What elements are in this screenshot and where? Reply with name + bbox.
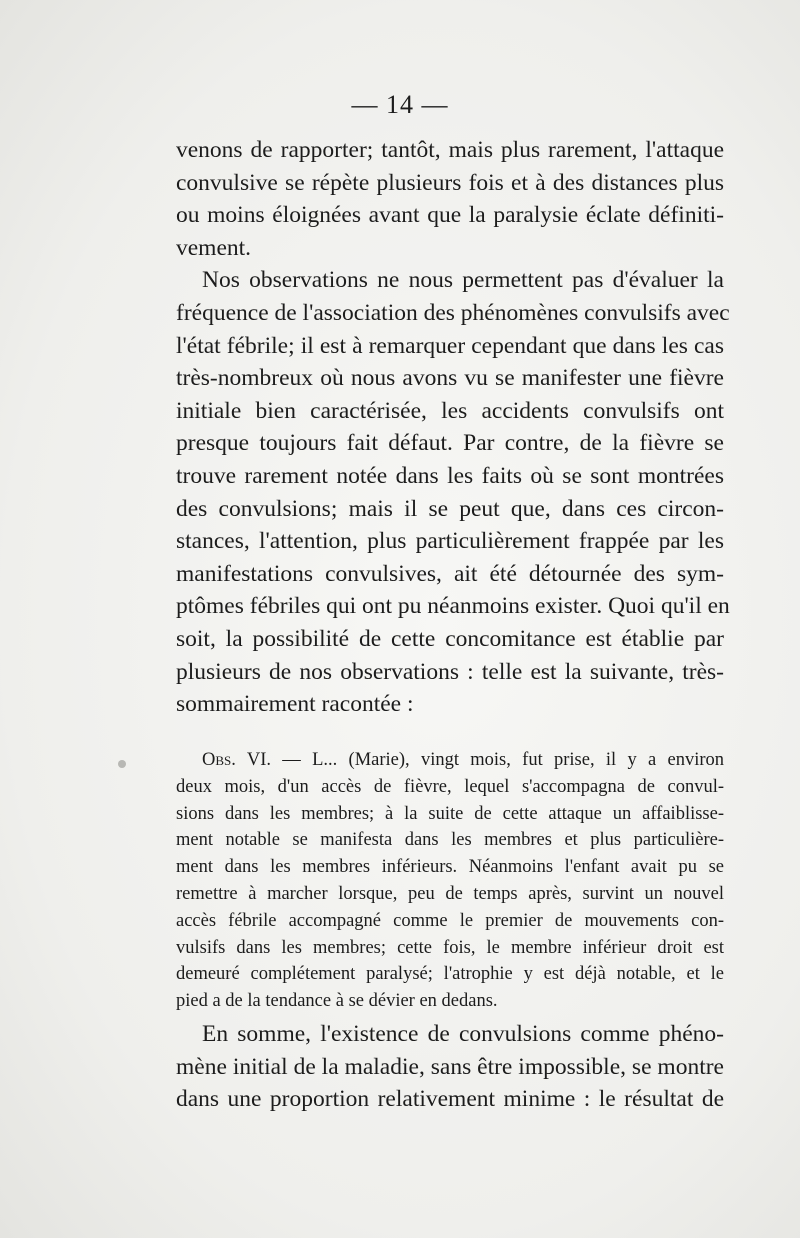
ink-spot (118, 760, 126, 768)
observation-label: Obs. VI. (202, 750, 271, 770)
text-line: ment dans les membres inférieurs. Néanmoins l'enfant avait pu se (176, 857, 724, 878)
text-line: venons de rapporter; tantôt, mais plus rarement, l'attaque (176, 137, 724, 163)
paragraph-observations (176, 264, 730, 720)
text-line: stances, l'attention, plus particulièrement frappée par les (176, 528, 724, 555)
text-line: demeuré complétement paralysé; l'atrophie y est déjà notable, et le (176, 964, 724, 985)
main-text (176, 134, 730, 721)
text-line: ptômes fébriles qui ont pu néanmoins exister. Quoi qu'il en (176, 593, 730, 620)
text-line (176, 747, 724, 774)
text-line: ou moins éloignées avant que la paralysie éclate définiti- (176, 202, 724, 229)
text-line: mène initial de la maladie, sans être impossible, se montre (176, 1053, 724, 1080)
text-line: des convulsions; mais il se peut que, dans ces circon- (176, 495, 724, 522)
text-line: Nos observations ne nous permettent pas d'évaluer la (202, 267, 724, 294)
text-line: deux mois, d'un accès de fièvre, lequel s'accompagna de convul- (176, 776, 724, 797)
text-line: soit, la possibilité de cette concomitance est établie par (176, 625, 724, 652)
text-line: plusieurs de nos observations : telle est la suivante, très- (176, 658, 724, 685)
text-line: vulsifs dans les membres; cette fois, le membre inférieur droit est (176, 937, 724, 958)
text-line: remettre à marcher lorsque, peu de temps après, survint un nouvel (176, 883, 724, 904)
text-line: initiale bien caractérisée, les accidents convulsifs ont (176, 397, 724, 424)
text-line: ment notable se manifesta dans les membres et plus particulière- (176, 830, 724, 851)
text-line: trouve rarement notée dans les faits où se sont montrées (176, 462, 724, 489)
text-line: fréquence de l'association des phénomènes convulsifs avec (176, 299, 730, 326)
text-line: presque toujours fait défaut. Par contre, de la fièvre se (176, 430, 724, 457)
text-line: En somme, l'existence de convulsions comme phéno- (202, 1021, 724, 1047)
text-line: dans une proportion relativement minime : le résultat de (176, 1086, 724, 1113)
text-line: accès fébrile accompagné comme le premier de mouvements con- (176, 910, 724, 931)
text-line: convulsive se répète plusieurs fois et à des distances plus (176, 169, 724, 196)
observation-text: — L... (Marie), vingt mois, fut prise, il y a environ (282, 750, 725, 770)
page-number: — 14 — (351, 90, 449, 119)
text-line: sommairement racontée : (176, 691, 414, 718)
text-line: vement. (176, 234, 252, 261)
text-line: pied a de la tendance à se dévier en dedans. (176, 991, 498, 1012)
paragraph-summary (176, 1018, 724, 1116)
text-line: manifestations convulsives, ait été détournée des sym- (176, 560, 724, 587)
observation-block (176, 747, 724, 1015)
text-line: l'état fébrile; il est à remarquer cependant que dans les cas (176, 332, 724, 359)
paragraph-continuation (176, 134, 724, 264)
text-line: sions dans les membres; à la suite de cette attaque un affaiblisse- (176, 803, 724, 824)
text-line: très-nombreux où nous avons vu se manifester une fièvre (176, 365, 724, 392)
